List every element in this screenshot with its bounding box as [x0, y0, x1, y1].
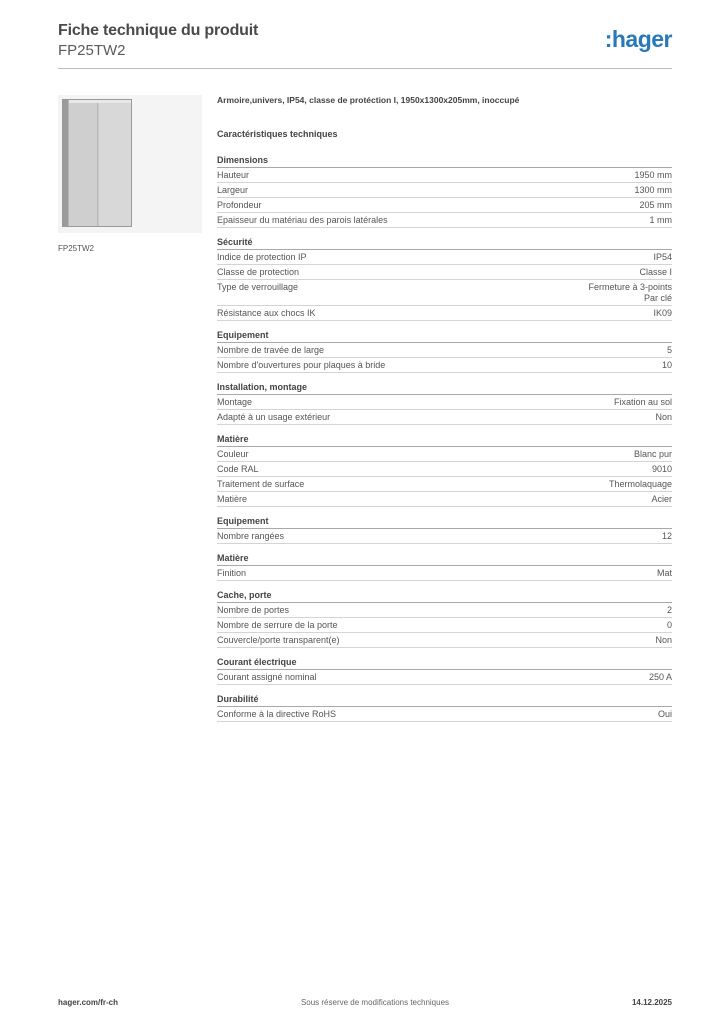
spec-row	[217, 395, 672, 410]
spec-section	[217, 553, 672, 581]
product-summary: Armoire,univers, IP54, classe de protéction I, 1950x1300x205mm, inoccupé	[217, 95, 520, 105]
spec-label: Adapté à un usage extérieur	[217, 411, 331, 422]
tech-heading: Caractéristiques techniques	[217, 129, 338, 139]
section-title: Matière	[217, 434, 672, 447]
spec-value: 9010	[651, 463, 672, 474]
spec-section	[217, 590, 672, 648]
spec-row	[217, 447, 672, 462]
spec-row	[217, 183, 672, 198]
spec-value: Mat	[656, 567, 672, 578]
spec-row	[217, 306, 672, 321]
spec-value: Oui	[657, 708, 672, 719]
spec-value: 1300 mm	[634, 184, 672, 195]
product-code: FP25TW2	[58, 42, 126, 59]
spec-section	[217, 330, 672, 373]
spec-value: Non	[655, 411, 672, 422]
footer-note: Sous réserve de modifications techniques	[300, 998, 450, 1007]
product-image	[58, 95, 202, 233]
footer-date: 14.12.2025	[631, 998, 672, 1007]
spec-label: Largeur	[217, 184, 249, 195]
spec-row	[217, 618, 672, 633]
spec-value: 12	[661, 530, 672, 541]
section-title: Installation, montage	[217, 382, 672, 395]
footer-website[interactable]: hager.com/fr-ch	[58, 998, 119, 1007]
spec-row	[217, 168, 672, 183]
spec-row	[217, 343, 672, 358]
page-footer	[58, 998, 672, 1007]
spec-value: Classe I	[639, 266, 672, 277]
spec-label: Nombre de travée de large	[217, 344, 325, 355]
spec-label: Matière	[217, 493, 248, 504]
spec-row	[217, 529, 672, 544]
spec-section	[217, 434, 672, 507]
spec-value: 205 mm	[639, 199, 672, 210]
section-title: Equipement	[217, 516, 672, 529]
spec-value: Thermolaquage	[608, 478, 672, 489]
spec-value: Fermeture à 3-points Par clé	[588, 281, 672, 303]
spec-row	[217, 707, 672, 722]
spec-label: Résistance aux chocs IK	[217, 307, 316, 318]
spec-row	[217, 410, 672, 425]
spec-value: 250 A	[648, 671, 672, 682]
spec-label: Nombre d'ouvertures pour plaques à bride	[217, 359, 386, 370]
spec-label: Nombre de serrure de la porte	[217, 619, 338, 630]
spec-row	[217, 358, 672, 373]
section-title: Matière	[217, 553, 672, 566]
spec-label: Profondeur	[217, 199, 262, 210]
spec-section	[217, 694, 672, 722]
product-image-caption: FP25TW2	[58, 244, 95, 253]
spec-row	[217, 633, 672, 648]
header-divider	[58, 68, 672, 69]
spec-value: 1 mm	[649, 214, 672, 225]
spec-section	[217, 155, 672, 228]
spec-sections	[217, 155, 672, 722]
section-title: Sécurité	[217, 237, 672, 250]
spec-label: Finition	[217, 567, 247, 578]
page-header	[58, 22, 258, 59]
spec-section	[217, 382, 672, 425]
spec-label: Couleur	[217, 448, 249, 459]
spec-label: Hauteur	[217, 169, 250, 180]
spec-label: Couvercle/porte transparent(e)	[217, 634, 340, 645]
spec-label: Conforme à la directive RoHS	[217, 708, 337, 719]
spec-label: Epaisseur du matériau des parois latérales	[217, 214, 388, 225]
spec-row	[217, 603, 672, 618]
spec-row	[217, 198, 672, 213]
spec-value: 10	[661, 359, 672, 370]
section-title: Durabilité	[217, 694, 672, 707]
spec-row	[217, 250, 672, 265]
spec-value: 1950 mm	[634, 169, 672, 180]
spec-label: Traitement de surface	[217, 478, 305, 489]
spec-value: Blanc pur	[633, 448, 672, 459]
spec-value: 0	[666, 619, 672, 630]
spec-value: Acier	[651, 493, 672, 504]
spec-value: 2	[666, 604, 672, 615]
section-title: Cache, porte	[217, 590, 672, 603]
spec-row	[217, 280, 672, 306]
spec-row	[217, 462, 672, 477]
section-title: Courant électrique	[217, 657, 672, 670]
spec-row	[217, 477, 672, 492]
spec-label: Type de verrouillage	[217, 281, 299, 292]
section-title: Dimensions	[217, 155, 672, 168]
section-title: Equipement	[217, 330, 672, 343]
spec-row	[217, 213, 672, 228]
spec-section	[217, 657, 672, 685]
spec-row	[217, 670, 672, 685]
spec-label: Code RAL	[217, 463, 259, 474]
page-title: Fiche technique du produit	[58, 22, 259, 39]
spec-value: IP54	[653, 251, 672, 262]
spec-label: Indice de protection IP	[217, 251, 307, 262]
spec-content	[217, 95, 672, 731]
spec-row	[217, 265, 672, 280]
cabinet-illustration	[62, 99, 132, 227]
spec-label: Classe de protection	[217, 266, 300, 277]
hager-logo: :hager	[604, 26, 672, 52]
spec-value: Fixation au sol	[613, 396, 672, 407]
spec-value: IK09	[653, 307, 672, 318]
spec-label: Courant assigné nominal	[217, 671, 317, 682]
spec-value: 5	[666, 344, 672, 355]
spec-section	[217, 516, 672, 544]
spec-row	[217, 566, 672, 581]
spec-label: Nombre rangées	[217, 530, 285, 541]
spec-section	[217, 237, 672, 321]
spec-row	[217, 492, 672, 507]
spec-value: Non	[655, 634, 672, 645]
spec-label: Nombre de portes	[217, 604, 290, 615]
spec-label: Montage	[217, 396, 253, 407]
